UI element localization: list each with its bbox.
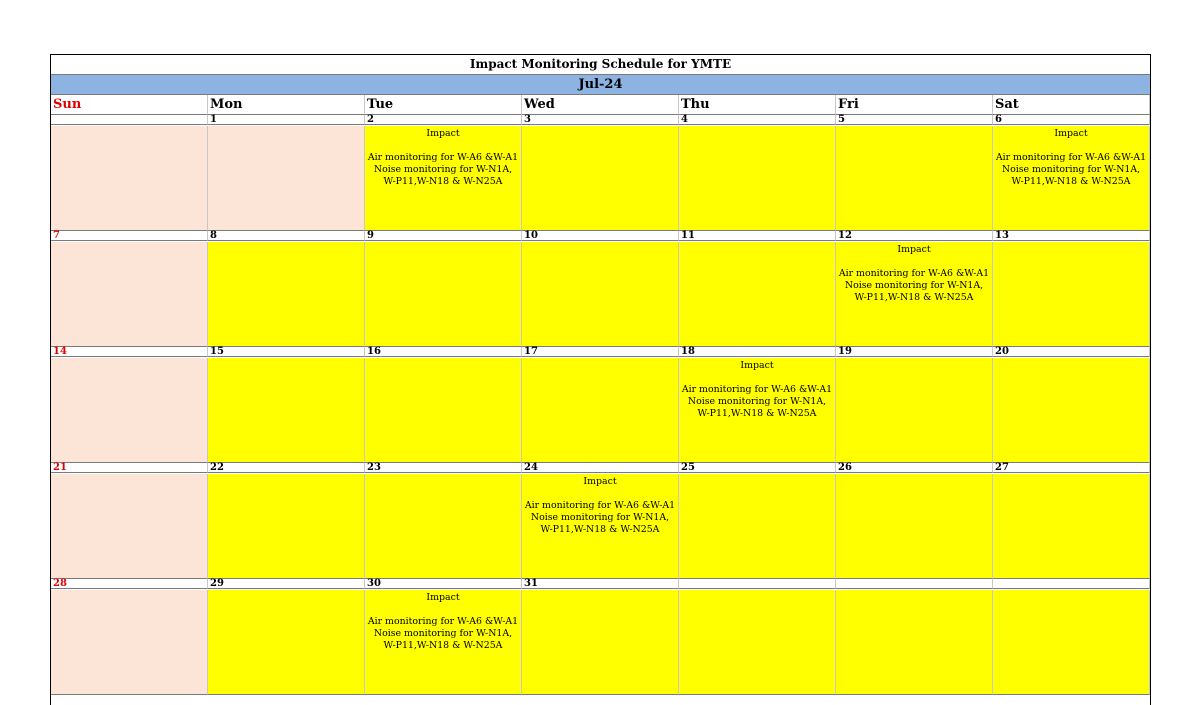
day-cell[interactable] bbox=[993, 126, 1150, 231]
event-spacer bbox=[836, 256, 992, 268]
day-cell[interactable] bbox=[365, 242, 522, 347]
event-heading: Impact bbox=[583, 476, 617, 487]
date-number: 20 bbox=[993, 347, 1150, 357]
day-cell[interactable] bbox=[679, 358, 836, 463]
day-cell[interactable] bbox=[208, 358, 365, 463]
date-number: 24 bbox=[522, 463, 679, 473]
day-cell[interactable] bbox=[208, 474, 365, 579]
date-number: 18 bbox=[679, 347, 836, 357]
date-number: 2 bbox=[365, 115, 522, 125]
date-number: 8 bbox=[208, 231, 365, 241]
event-spacer bbox=[993, 140, 1149, 152]
event-line2: Noise monitoring for W-N1A, bbox=[1001, 164, 1141, 175]
date-number: 6 bbox=[993, 115, 1150, 125]
day-cell[interactable] bbox=[365, 474, 522, 579]
date-number: 23 bbox=[365, 463, 522, 473]
date-number: 21 bbox=[51, 463, 208, 473]
monitoring-event bbox=[836, 244, 992, 304]
date-number bbox=[993, 579, 1150, 589]
date-number: 12 bbox=[836, 231, 993, 241]
week-row bbox=[51, 347, 1150, 463]
day-cell[interactable] bbox=[51, 474, 208, 579]
event-line1: Air monitoring for W-A6 &W-A1 bbox=[367, 152, 519, 163]
date-number: 25 bbox=[679, 463, 836, 473]
day-header-thu: Thu bbox=[679, 95, 836, 115]
date-number: 31 bbox=[522, 579, 679, 589]
event-heading: Impact bbox=[426, 592, 460, 603]
event-line3: W-P11,W-N18 & W-N25A bbox=[383, 176, 503, 187]
day-cell[interactable] bbox=[836, 590, 993, 695]
date-number: 5 bbox=[836, 115, 993, 125]
event-line2: Noise monitoring for W-N1A, bbox=[373, 628, 513, 639]
event-line3: W-P11,W-N18 & W-N25A bbox=[854, 292, 974, 303]
date-number: 10 bbox=[522, 231, 679, 241]
monitoring-event bbox=[365, 128, 521, 188]
date-number: 26 bbox=[836, 463, 993, 473]
event-heading: Impact bbox=[897, 244, 931, 255]
day-cell[interactable] bbox=[51, 590, 208, 695]
day-cell[interactable] bbox=[208, 590, 365, 695]
day-cell[interactable] bbox=[522, 242, 679, 347]
schedule-title: Impact Monitoring Schedule for YMTE bbox=[51, 55, 1150, 75]
day-cell[interactable] bbox=[836, 242, 993, 347]
event-line2: Noise monitoring for W-N1A, bbox=[373, 164, 513, 175]
event-heading: Impact bbox=[740, 360, 774, 371]
date-number: 7 bbox=[51, 231, 208, 241]
day-header-wed: Wed bbox=[522, 95, 679, 115]
date-number: 15 bbox=[208, 347, 365, 357]
event-heading: Impact bbox=[426, 128, 460, 139]
date-number bbox=[51, 115, 208, 125]
day-cell[interactable] bbox=[836, 474, 993, 579]
event-line3: W-P11,W-N18 & W-N25A bbox=[383, 640, 503, 651]
event-spacer bbox=[679, 372, 835, 384]
date-number: 4 bbox=[679, 115, 836, 125]
event-line3: W-P11,W-N18 & W-N25A bbox=[1011, 176, 1131, 187]
event-line1: Air monitoring for W-A6 &W-A1 bbox=[995, 152, 1147, 163]
monitoring-event bbox=[365, 592, 521, 652]
event-line1: Air monitoring for W-A6 &W-A1 bbox=[838, 268, 990, 279]
day-cell[interactable] bbox=[679, 474, 836, 579]
day-header-mon: Mon bbox=[208, 95, 365, 115]
day-cell[interactable] bbox=[51, 126, 208, 231]
day-header-sun: Sun bbox=[51, 95, 208, 115]
date-number: 27 bbox=[993, 463, 1150, 473]
date-number: 1 bbox=[208, 115, 365, 125]
day-header-fri: Fri bbox=[836, 95, 993, 115]
event-line3: W-P11,W-N18 & W-N25A bbox=[697, 408, 817, 419]
event-line1: Air monitoring for W-A6 &W-A1 bbox=[524, 500, 676, 511]
day-cell[interactable] bbox=[522, 474, 679, 579]
day-cell[interactable] bbox=[993, 474, 1150, 579]
day-cell[interactable] bbox=[522, 358, 679, 463]
date-number: 14 bbox=[51, 347, 208, 357]
date-number: 13 bbox=[993, 231, 1150, 241]
date-number: 9 bbox=[365, 231, 522, 241]
day-cell[interactable] bbox=[679, 590, 836, 695]
monitoring-event bbox=[679, 360, 835, 420]
day-cell[interactable] bbox=[522, 126, 679, 231]
date-number: 28 bbox=[51, 579, 208, 589]
calendar-sheet bbox=[50, 54, 1151, 705]
event-line2: Noise monitoring for W-N1A, bbox=[844, 280, 984, 291]
week-row bbox=[51, 115, 1150, 231]
event-spacer bbox=[365, 604, 521, 616]
event-heading: Impact bbox=[1054, 128, 1088, 139]
day-cell[interactable] bbox=[365, 126, 522, 231]
day-cell[interactable] bbox=[679, 126, 836, 231]
monitoring-event bbox=[993, 128, 1149, 188]
date-number: 29 bbox=[208, 579, 365, 589]
day-cell[interactable] bbox=[208, 242, 365, 347]
date-number: 17 bbox=[522, 347, 679, 357]
day-header-tue: Tue bbox=[365, 95, 522, 115]
date-number: 30 bbox=[365, 579, 522, 589]
day-cell[interactable] bbox=[993, 242, 1150, 347]
monitoring-event bbox=[522, 476, 678, 536]
date-number: 16 bbox=[365, 347, 522, 357]
week-row bbox=[51, 579, 1150, 695]
week-row bbox=[51, 231, 1150, 347]
week-row bbox=[51, 463, 1150, 579]
day-cell[interactable] bbox=[993, 358, 1150, 463]
event-spacer bbox=[365, 140, 521, 152]
day-of-week-header bbox=[51, 95, 1150, 115]
date-number: 3 bbox=[522, 115, 679, 125]
date-number bbox=[836, 579, 993, 589]
event-line2: Noise monitoring for W-N1A, bbox=[687, 396, 827, 407]
day-cell[interactable] bbox=[365, 590, 522, 695]
day-cell[interactable] bbox=[522, 590, 679, 695]
date-number bbox=[679, 579, 836, 589]
day-cell[interactable] bbox=[208, 126, 365, 231]
event-line1: Air monitoring for W-A6 &W-A1 bbox=[681, 384, 833, 395]
event-line1: Air monitoring for W-A6 &W-A1 bbox=[367, 616, 519, 627]
month-header: Jul-24 bbox=[51, 75, 1150, 95]
day-cell[interactable] bbox=[51, 242, 208, 347]
event-line2: Noise monitoring for W-N1A, bbox=[530, 512, 670, 523]
day-cell[interactable] bbox=[993, 590, 1150, 695]
day-cell[interactable] bbox=[836, 358, 993, 463]
day-cell[interactable] bbox=[51, 358, 208, 463]
date-number: 11 bbox=[679, 231, 836, 241]
day-header-sat: Sat bbox=[993, 95, 1150, 115]
event-line3: W-P11,W-N18 & W-N25A bbox=[540, 524, 660, 535]
day-cell[interactable] bbox=[836, 126, 993, 231]
event-spacer bbox=[522, 488, 678, 500]
day-cell[interactable] bbox=[679, 242, 836, 347]
date-number: 19 bbox=[836, 347, 993, 357]
date-number: 22 bbox=[208, 463, 365, 473]
day-cell[interactable] bbox=[365, 358, 522, 463]
